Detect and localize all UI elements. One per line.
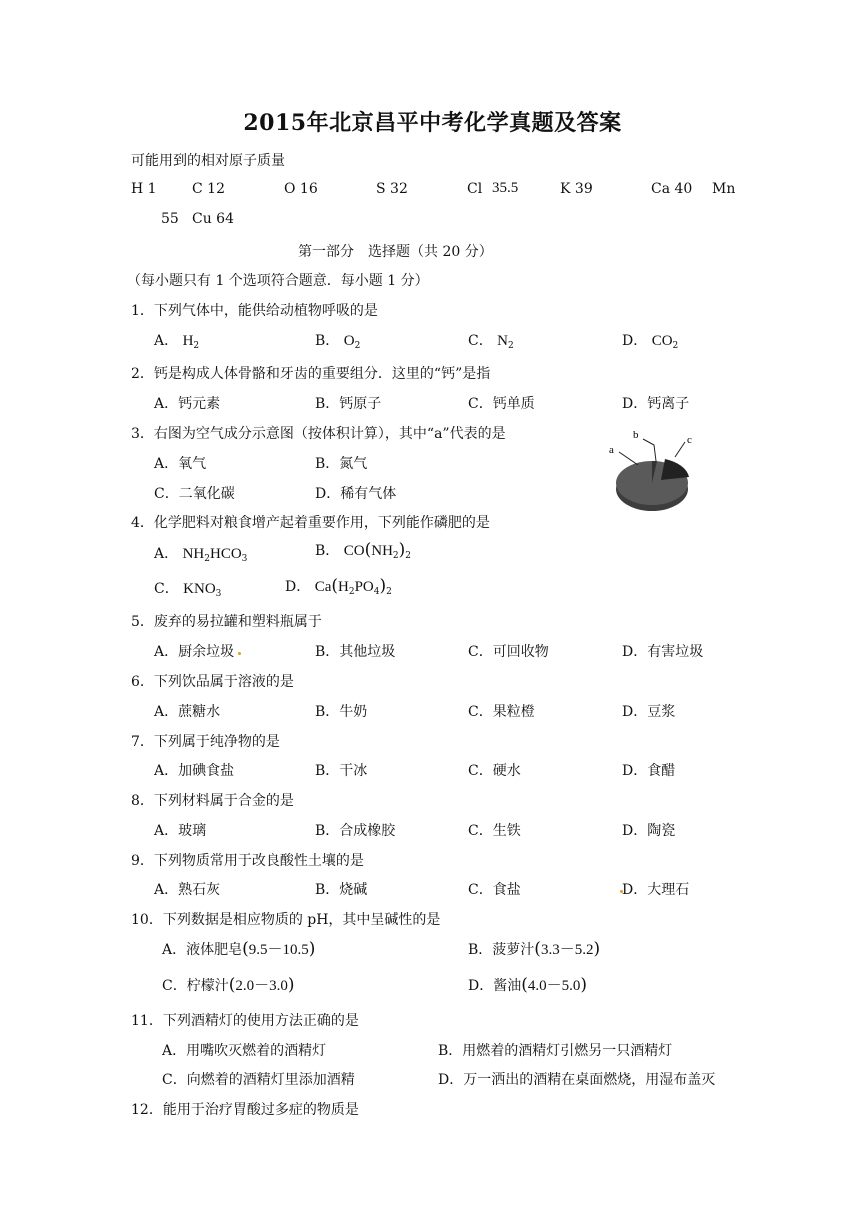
q5-option-c: C．可回收物 bbox=[468, 644, 549, 660]
label-line-c bbox=[675, 442, 685, 457]
question-11-stem: 11．下列酒精灯的使用方法正确的是 bbox=[131, 1013, 359, 1029]
q9-option-b: B．烧碱 bbox=[315, 882, 368, 898]
pie-slice-c bbox=[661, 459, 689, 480]
q10-option-a: A．液体肥皂(9.5－10.5) bbox=[162, 939, 316, 959]
label-line-a bbox=[619, 452, 638, 465]
question-1-stem: 1．下列气体中，能供给动植物呼吸的是 bbox=[131, 303, 378, 319]
q8-option-d: D．陶瓷 bbox=[622, 823, 676, 839]
air-composition-pie-figure bbox=[605, 425, 697, 517]
q10-option-d: D．酱油(4.0－5.0) bbox=[468, 975, 588, 995]
q2-option-b: B．钙原子 bbox=[315, 396, 382, 412]
section-instruction: （每小题只有 1 个选项符合题意．每小题 1 分） bbox=[127, 273, 429, 289]
atomic-mass-mn-value: 55 bbox=[161, 211, 179, 227]
q10-option-c: C．柠檬汁(2.0－3.0) bbox=[162, 975, 295, 995]
question-9-stem: 9．下列物质常用于改良酸性土壤的是 bbox=[131, 853, 364, 869]
atomic-mass-h: H 1 bbox=[131, 181, 157, 197]
q5-option-a: A．厨余垃圾 bbox=[154, 644, 235, 660]
question-12-stem: 12．能用于治疗胃酸过多症的物质是 bbox=[131, 1102, 359, 1118]
q4-option-d: D． $Ca(H_2PO_4)_2$ bbox=[285, 576, 392, 597]
question-8-stem: 8．下列材料属于合金的是 bbox=[131, 793, 294, 809]
question-7-stem: 7．下列属于纯净物的是 bbox=[131, 734, 280, 750]
q8-option-a: A．玻璃 bbox=[154, 823, 207, 839]
question-10-stem: 10．下列数据是相应物质的 pH，其中呈碱性的是 bbox=[131, 912, 441, 928]
q2-option-d: D．钙离子 bbox=[622, 396, 690, 412]
label-line-b bbox=[643, 439, 656, 461]
q4-option-b: B． $CO(NH_2)_2$ bbox=[315, 540, 412, 561]
q8-option-c: C．生铁 bbox=[468, 823, 521, 839]
atomic-mass-cu: Cu 64 bbox=[192, 211, 234, 227]
q11-option-a: A．用嘴吹灭燃着的酒精灯 bbox=[162, 1043, 327, 1059]
pie-label-a: a bbox=[609, 444, 614, 456]
q6-option-c: C．果粒橙 bbox=[468, 704, 535, 720]
q1-option-d: D． $CO_2$ bbox=[622, 333, 679, 351]
q1-option-a: A． $H_2$ bbox=[154, 333, 200, 351]
q5-option-d: D．有害垃圾 bbox=[622, 644, 704, 660]
q6-option-b: B．牛奶 bbox=[315, 704, 368, 720]
atomic-mass-s: S 32 bbox=[376, 181, 408, 197]
question-3-stem: 3．右图为空气成分示意图（按体积计算），其中“a”代表的是 bbox=[131, 426, 506, 442]
q3-option-a: A．氧气 bbox=[154, 456, 207, 472]
q5-option-b: B．其他垃圾 bbox=[315, 644, 396, 660]
q11-option-c: C．向燃着的酒精灯里添加酒精 bbox=[162, 1072, 355, 1088]
atomic-mass-k: K 39 bbox=[560, 181, 593, 197]
question-5-stem: 5．废弃的易拉罐和塑料瓶属于 bbox=[131, 614, 322, 630]
q7-option-b: B．干冰 bbox=[315, 763, 368, 779]
q10-option-b: B．菠萝汁(3.3－5.2) bbox=[468, 939, 601, 959]
atomic-mass-mn: Mn bbox=[712, 181, 736, 197]
atomic-mass-c: C 12 bbox=[192, 181, 225, 197]
pie-label-c: c bbox=[687, 434, 692, 446]
q7-option-d: D．食醋 bbox=[622, 763, 676, 779]
q1-option-b: B． $O_2$ bbox=[315, 333, 361, 351]
q11-option-d: D．万一洒出的酒精在桌面燃烧，用湿布盖灭 bbox=[438, 1072, 716, 1088]
q2-option-c: C．钙单质 bbox=[468, 396, 535, 412]
atomic-mass-heading: 可能用到的相对原子质量 bbox=[131, 153, 285, 169]
stray-mark bbox=[238, 652, 241, 655]
pie-label-b: b bbox=[633, 429, 639, 441]
q9-option-d: D．大理石 bbox=[622, 882, 690, 898]
question-2-stem: 2．钙是构成人体骨骼和牙齿的重要组分．这里的“钙”是指 bbox=[131, 366, 491, 382]
q3-option-c: C．二氧化碳 bbox=[154, 486, 235, 502]
q3-option-b: B．氮气 bbox=[315, 456, 368, 472]
q6-option-d: D．豆浆 bbox=[622, 704, 676, 720]
q9-option-a: A．熟石灰 bbox=[154, 882, 221, 898]
q8-option-b: B．合成橡胶 bbox=[315, 823, 396, 839]
question-6-stem: 6．下列饮品属于溶液的是 bbox=[131, 674, 294, 690]
q2-option-a: A．钙元素 bbox=[154, 396, 221, 412]
page-title: 2015年北京昌平中考化学真题及答案 bbox=[243, 110, 622, 136]
section-heading: 第一部分 选择题（共 20 分） bbox=[298, 244, 493, 260]
q1-option-c: C． $N_2$ bbox=[468, 333, 514, 351]
atomic-mass-ca: Ca 40 bbox=[651, 181, 693, 197]
q7-option-a: A．加碘食盐 bbox=[154, 763, 235, 779]
atomic-mass-cl: Cl bbox=[467, 181, 483, 197]
question-4-stem: 4．化学肥料对粮食增产起着重要作用，下列能作磷肥的是 bbox=[131, 515, 490, 531]
atomic-mass-o: O 16 bbox=[284, 181, 318, 197]
q4-option-c: C． $KNO_3$ bbox=[154, 581, 222, 599]
q7-option-c: C．硬水 bbox=[468, 763, 521, 779]
q9-option-c: C．食盐 bbox=[468, 882, 521, 898]
q11-option-b: B．用燃着的酒精灯引燃另一只酒精灯 bbox=[438, 1043, 673, 1059]
q4-option-a: A． $NH_2HCO_3$ bbox=[154, 546, 248, 564]
q6-option-a: A．蔗糖水 bbox=[154, 704, 221, 720]
atomic-mass-cl-value: 35.5 bbox=[492, 180, 519, 196]
q3-option-d: D．稀有气体 bbox=[315, 486, 397, 502]
